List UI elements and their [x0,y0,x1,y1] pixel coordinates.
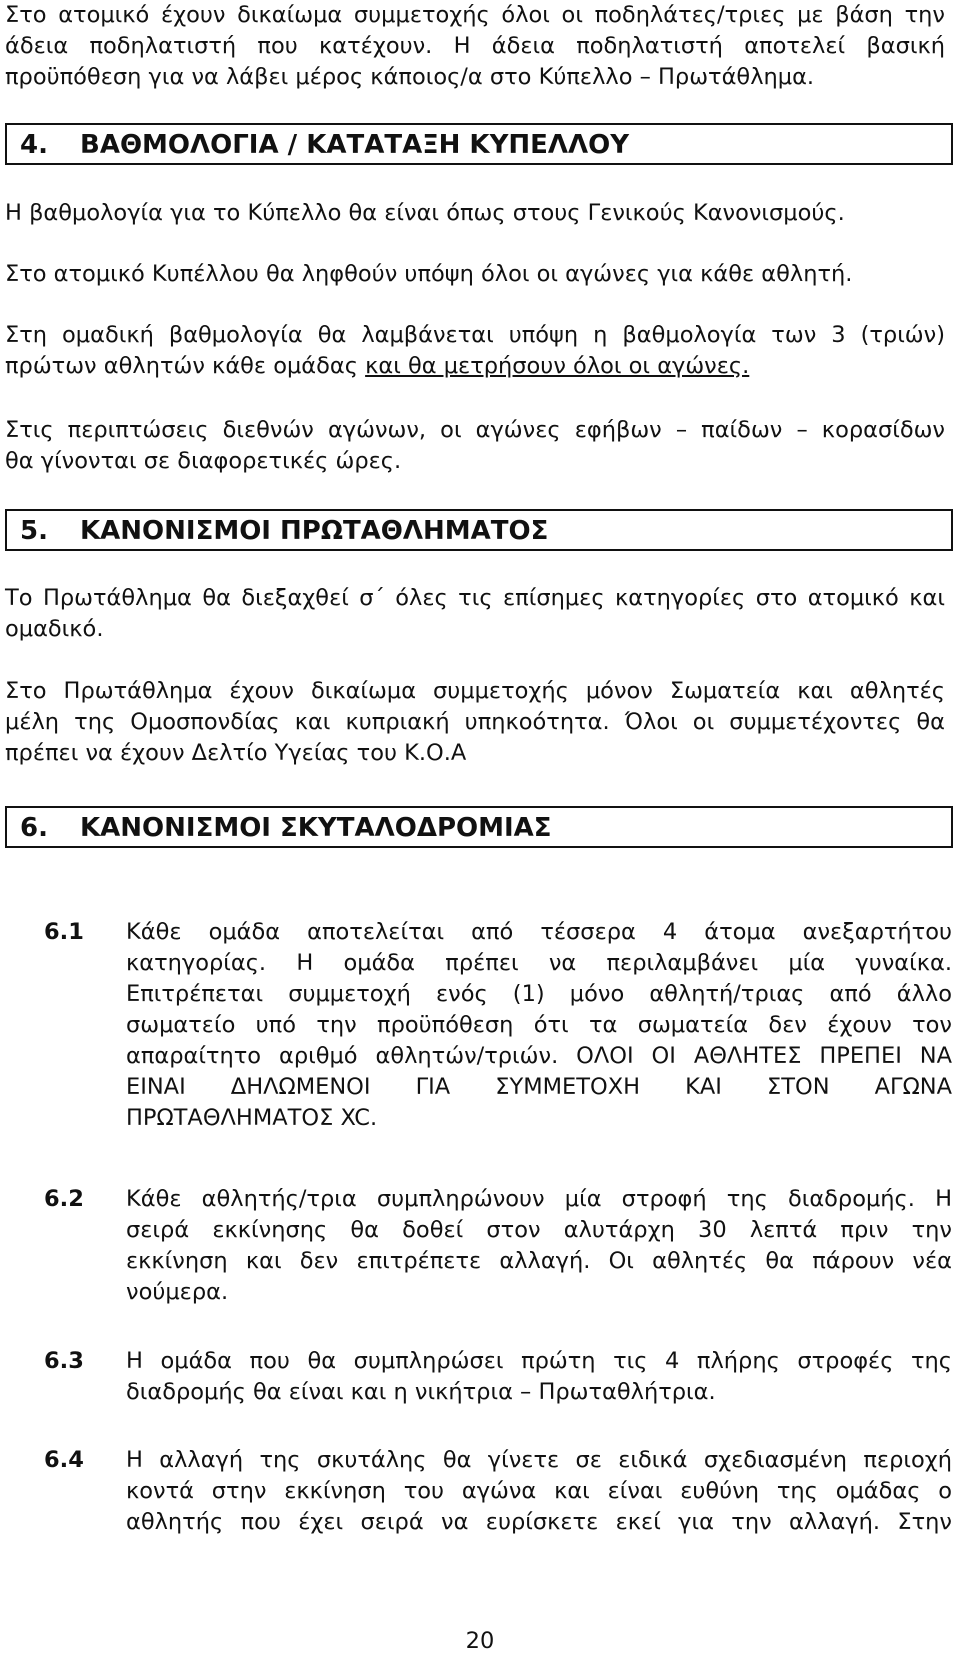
text-line: κατηγορίας. Η ομάδα πρέπει να περιλαμβάνει μία γυναίκα. [126,950,952,976]
section-6-heading [5,806,953,848]
rule-text [126,1184,952,1308]
rule-number: 6.2 [44,1186,84,1212]
section-number: 5. [20,516,48,546]
section-5-heading [5,509,953,551]
text-line: Το Πρωτάθλημα θα διεξαχθεί σ΄ όλες τις επίσημες κατηγορίες στο ατομικό και [5,585,945,611]
text-line: εκκίνηση και δεν επιτρέπετε αλλαγή. Οι αθλητές θα πάρουν νέα [126,1248,952,1274]
section-5-paragraph-1 [5,583,945,645]
text-line: ΠΡΩΤΑΘΛΗΜΑΤΟΣ XC. [126,1105,378,1131]
section-5-paragraph-2 [5,676,945,769]
text-line: Η ομάδα που θα συμπληρώσει πρώτη τις 4 πλήρης στροφές της [126,1348,952,1374]
section-number: 6. [20,813,48,843]
text-line: θα γίνονται σε διαφορετικές ώρες. [5,448,402,474]
section-number: 4. [20,130,48,160]
section-4-paragraph-3 [5,320,945,382]
rule-text [126,1346,952,1408]
text-line: σωματείο υπό την προϋπόθεση ότι τα σωματεία δεν έχουν τον [126,1012,952,1038]
text-line: Επιτρέπεται συμμετοχή ενός (1) μόνο αθλητή/τριας από άλλο [126,981,952,1007]
rule-number: 6.1 [44,919,84,945]
rule-text [126,1445,952,1538]
text-line: άδεια ποδηλατιστή που κατέχουν. Η άδεια ποδηλατιστή αποτελεί βασική [5,33,945,59]
text-line: Στο ατομικό έχουν δικαίωμα συμμετοχής όλοι οι ποδηλάτες/τριες με βάση την [5,2,945,28]
text-line: Στο ατομικό Κυπέλλου θα ληφθούν υπόψη όλοι οι αγώνες για κάθε αθλητή. [5,261,853,287]
text-line: Στο Πρωτάθλημα έχουν δικαίωμα συμμετοχής μόνον Σωματεία και αθλητές [5,678,945,704]
text-line: Κάθε ομάδα αποτελείται από τέσσερα 4 άτομα ανεξαρτήτου [126,919,952,945]
rule-number: 6.3 [44,1348,84,1374]
rule-number: 6.4 [44,1447,84,1473]
section-4-heading [5,123,953,165]
text-line: πρέπει να έχουν Δελτίο Υγείας του Κ.Ο.Α [5,740,467,766]
text-line: απαραίτητο αριθμό αθλητών/τριών. ΟΛΟΙ ΟΙ ΑΘΛΗΤΕΣ ΠΡΕΠΕΙ ΝΑ [126,1043,952,1069]
section-4-paragraph-4 [5,415,945,477]
section-4-paragraph-2 [5,259,945,290]
text-line: σειρά εκκίνησης θα δοθεί στον αλυτάρχη 30 λεπτά πριν την [126,1217,952,1243]
text-line: ομαδικό. [5,616,104,642]
text-line: διαδρομής θα είναι και η νικήτρια – Πρωταθλήτρια. [126,1379,716,1405]
text-line: Η βαθμολογία για το Κύπελλο θα είναι όπως στους Γενικούς Κανονισμούς. [5,200,845,226]
text-line: προϋπόθεση για να λάβει μέρος κάποιος/α στο Κύπελλο – Πρωτάθλημα. [5,64,815,90]
text-line: Στις περιπτώσεις διεθνών αγώνων, οι αγώνες εφήβων – παίδων – κορασίδων [5,417,945,443]
underlined-text: και θα μετρήσουν όλοι οι αγώνες. [365,353,750,379]
text-line: κοντά στην εκκίνηση του αγώνα και είναι ευθύνη της ομάδας ο [126,1478,952,1504]
intro-paragraph [5,0,945,93]
section-title: ΒΑΘΜΟΛΟΓΙΑ / ΚΑΤΑΤΑΞΗ ΚΥΠΕΛΛΟΥ [80,130,630,160]
text-line: μέλη της Ομοσπονδίας και κυπριακή υπηκοότητα. Όλοι οι συμμετέχοντες θα [5,709,945,735]
text-line [5,351,945,382]
text-line: Η αλλαγή της σκυτάλης θα γίνετε σε ειδικά σχεδιασμένη περιοχή [126,1447,952,1473]
rule-text [126,917,952,1134]
text-line: Κάθε αθλητής/τρια συμπληρώνουν μία στροφή της διαδρομής. Η [126,1186,952,1212]
section-title: ΚΑΝΟΝΙΣΜΟΙ ΣΚΥΤΑΛΟΔΡΟΜΙΑΣ [80,813,552,843]
text-line: νούμερα. [126,1279,229,1305]
section-title: ΚΑΝΟΝΙΣΜΟΙ ΠΡΩΤΑΘΛΗΜΑΤΟΣ [80,516,549,546]
page-number: 20 [465,1628,495,1654]
text-line: Στη ομαδική βαθμολογία θα λαμβάνεται υπόψη η βαθμολογία των 3 (τριών) [5,322,945,348]
text-segment: πρώτων αθλητών κάθε ομάδας [5,353,366,379]
section-4-paragraph-1 [5,198,945,229]
text-line: ΕΙΝΑΙ ΔΗΛΩΜΕΝΟΙ ΓΙΑ ΣΥΜΜΕΤΟΧΗ ΚΑΙ ΣΤΟΝ ΑΓΩΝΑ [126,1074,952,1100]
text-line: αθλητής που έχει σειρά να ευρίσκετε εκεί για την αλλαγή. Στην [126,1509,952,1535]
